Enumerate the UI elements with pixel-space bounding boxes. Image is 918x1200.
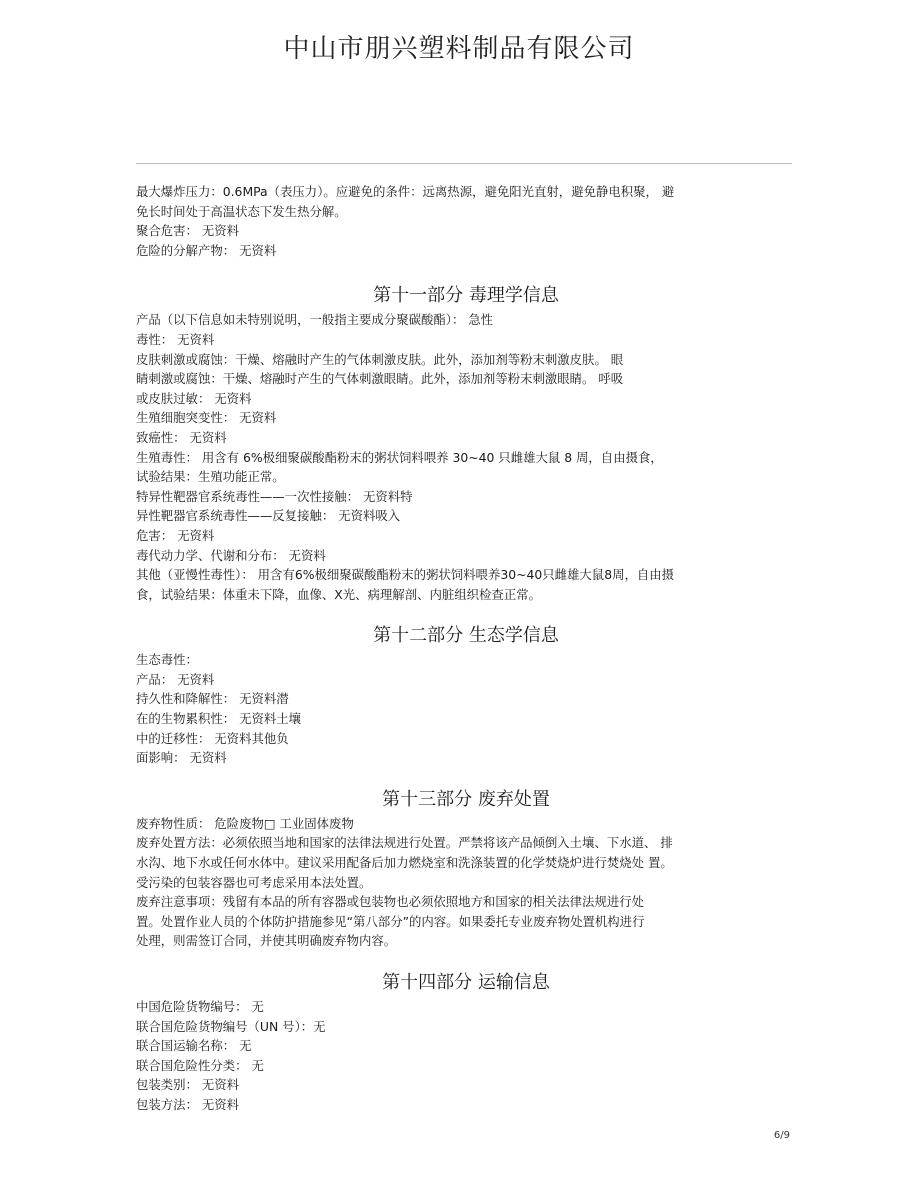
text-line: 产品（以下信息如未特别说明，一般指主要成分聚碳酸酯）： 急性 [136, 312, 494, 328]
text-line: 废弃注意事项：残留有本品的所有容器或包装物也必须依照地方和国家的相关法律法规进行处 [136, 894, 645, 910]
text-line: 最大爆炸压力：0.6MPa（表压力）。应避免的条件：远离热源，避免阳光直射，避免静电积聚， 避 [136, 184, 675, 199]
text-line: 免长时间处于高温状态下发生热分解。 [136, 203, 347, 219]
text-line: 联合国运输名称： 无 [136, 1038, 252, 1054]
section-title: 第十三部分 废弃处置 [382, 788, 550, 810]
section-disposal [136, 788, 796, 951]
section-transport [136, 971, 796, 1115]
text-line: 毒代动力学、代谢和分布： 无资料 [136, 547, 326, 563]
text-line: 联合国危险性分类： 无 [136, 1057, 264, 1073]
text-line: 水沟、地下水或任何水体中。建议采用配备后加力燃烧室和洗涤装置的化学焚烧炉进行焚烧处 置。 [136, 855, 673, 871]
section-title: 第十二部分 生态学信息 [373, 625, 559, 647]
section-title: 第十一部分 毒理学信息 [373, 285, 559, 307]
text-line: 废弃处置方法：必须依照当地和国家的法律法规进行处置。严禁将该产品倾倒入土壤、下水道、 排 [136, 835, 673, 851]
text-line: 包装类别： 无资料 [136, 1077, 240, 1093]
text-line: 中国危险货物编号： 无 [136, 999, 264, 1014]
text-line: 持久性和降解性： 无资料潜 [136, 691, 289, 707]
text-line: 危险的分解产物： 无资料 [136, 242, 277, 258]
section-title: 第十四部分 运输信息 [382, 972, 550, 993]
text-line: 试验结果：生殖功能正常。 [136, 469, 285, 485]
text-line: 异性靶器官系统毒性——反复接触： 无资料吸入 [136, 508, 401, 524]
document-body [136, 182, 796, 1115]
section-toxicology [136, 284, 796, 604]
text-line: 生殖毒性： 用含有 6%极细聚碳酸酯粉末的粥状饲料喂养 30~40 只雌雄大鼠 8 周，自由摄食， [136, 449, 663, 465]
text-line: 联合国危险货物编号（UN 号）：无 [136, 1018, 326, 1034]
text-line: 在的生物累积性： 无资料土壤 [136, 711, 302, 727]
company-title: 中山市朋兴塑料制品有限公司 [283, 34, 635, 64]
text-line: 特异性靶器官系统毒性——一次性接触： 无资料特 [136, 488, 413, 504]
text-line: 或皮肤过敏： 无资料 [136, 390, 252, 406]
text-line: 产品： 无资料 [136, 671, 215, 687]
text-line: 睛刺激或腐蚀：干燥、熔融时产生的气体刺激眼睛。此外，添加剂等粉末刺激眼睛。 呼吸 [136, 371, 624, 387]
section-ecology [136, 624, 796, 768]
text-line: 毒性： 无资料 [136, 331, 215, 347]
stability-block [136, 182, 796, 260]
text-line: 危害： 无资料 [136, 527, 215, 543]
text-line: 废弃物性质： 危险废物□ 工业固体废物 [136, 815, 354, 831]
text-line: 包装方法： 无资料 [136, 1096, 240, 1112]
page-number: 6/9 [773, 1130, 790, 1141]
text-line: 处理，则需签订合同，并使其明确废弃物内容。 [136, 933, 397, 949]
text-line: 聚合危害： 无资料 [136, 223, 240, 239]
text-line: 皮肤刺激或腐蚀：干燥、熔融时产生的气体刺激皮肤。此外，添加剂等粉末刺激皮肤。 眼 [136, 351, 624, 367]
text-line: 受污染的包装容器也可考虑采用本法处置。 [136, 874, 372, 890]
text-line: 生态毒性： [136, 652, 198, 668]
header-divider [136, 163, 792, 164]
text-line: 生殖细胞突变性： 无资料 [136, 410, 277, 426]
text-line: 置。处置作业人员的个体防护措施参见“第八部分”的内容。如果委托专业废弃物处置机构进行 [136, 913, 645, 929]
text-line: 面影响： 无资料 [136, 750, 227, 766]
text-line: 中的迁移性： 无资料其他负 [136, 730, 289, 746]
text-line: 致癌性： 无资料 [136, 429, 227, 445]
text-line: 其他（亚慢性毒性）： 用含有6%极细聚碳酸酯粉末的粥状饲料喂养30~40只雌雄大鼠8周，自由摄 [136, 567, 675, 583]
text-line: 食，试验结果：体重未下降，血像、X光、病理解剖、内脏组织检查正常。 [136, 586, 541, 602]
